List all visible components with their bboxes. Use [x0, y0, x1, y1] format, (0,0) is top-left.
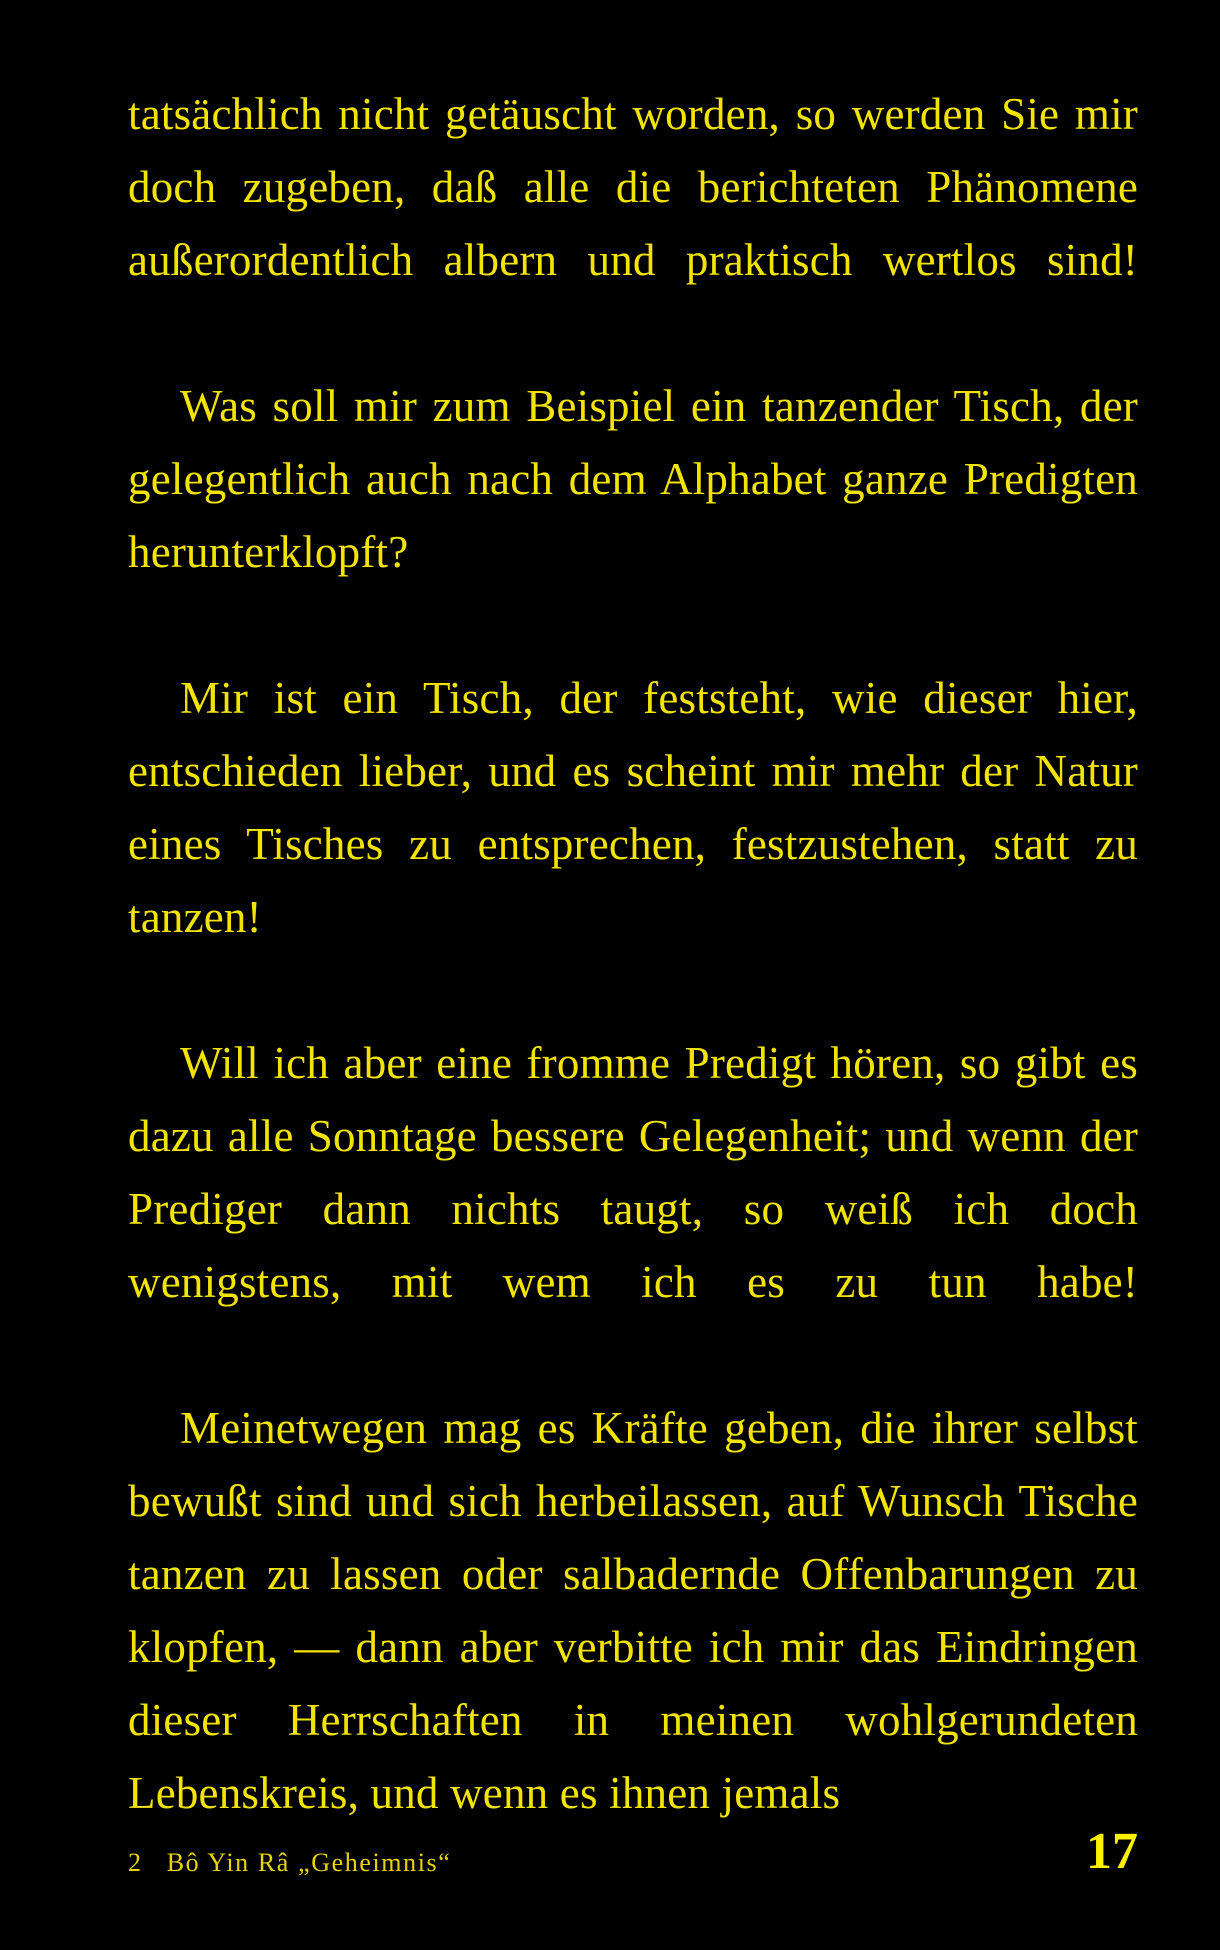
footer-short-title: „Geheimnis“	[298, 1848, 452, 1877]
paragraph-2: Was soll mir zum Beispiel ein tanzender Tisch, der gelegentlich auch nach dem Alphabet ganze Predigten herunterklopft?	[128, 381, 1138, 577]
page-text-column	[128, 78, 1138, 1830]
footer-running-title	[128, 1848, 451, 1878]
page-footer	[128, 1823, 1138, 1880]
page-number: 17	[1086, 1823, 1138, 1880]
paragraph-3: Mir ist ein Tisch, der feststeht, wie dieser hier, entschieden lieber, und es scheint mir mehr der Natur eines Tisches zu entsprechen, festzustehen, statt zu tanzen!	[128, 673, 1138, 942]
footer-author: Bô Yin Râ	[166, 1848, 290, 1877]
paragraph-5: Meinetwegen mag es Kräfte geben, die ihrer selbst bewußt sind und sich herbeilassen, auf Wunsch Tische tanzen zu lassen oder salbadernde Offenbarungen zu klopfen, — dann aber verbitte ich mir das Eindringen dieser Herrschaften in meinen wohlgerundeten Lebenskreis, und wenn es ihnen jemals	[128, 1403, 1138, 1818]
paragraph-4: Will ich aber eine fromme Predigt hören, so gibt es dazu alle Sonntage bessere Gelegenheit; und wenn der Prediger dann nichts taugt, so weiß ich doch wenigstens, mit wem ich es zu tun habe!	[128, 1038, 1138, 1307]
signature-mark: 2	[128, 1848, 143, 1877]
paragraph-1: tatsächlich nicht getäuscht worden, so werden Sie mir doch zugeben, daß alle die berichteten Phänomene außerordentlich albern und praktisch wertlos sind!	[128, 89, 1138, 285]
